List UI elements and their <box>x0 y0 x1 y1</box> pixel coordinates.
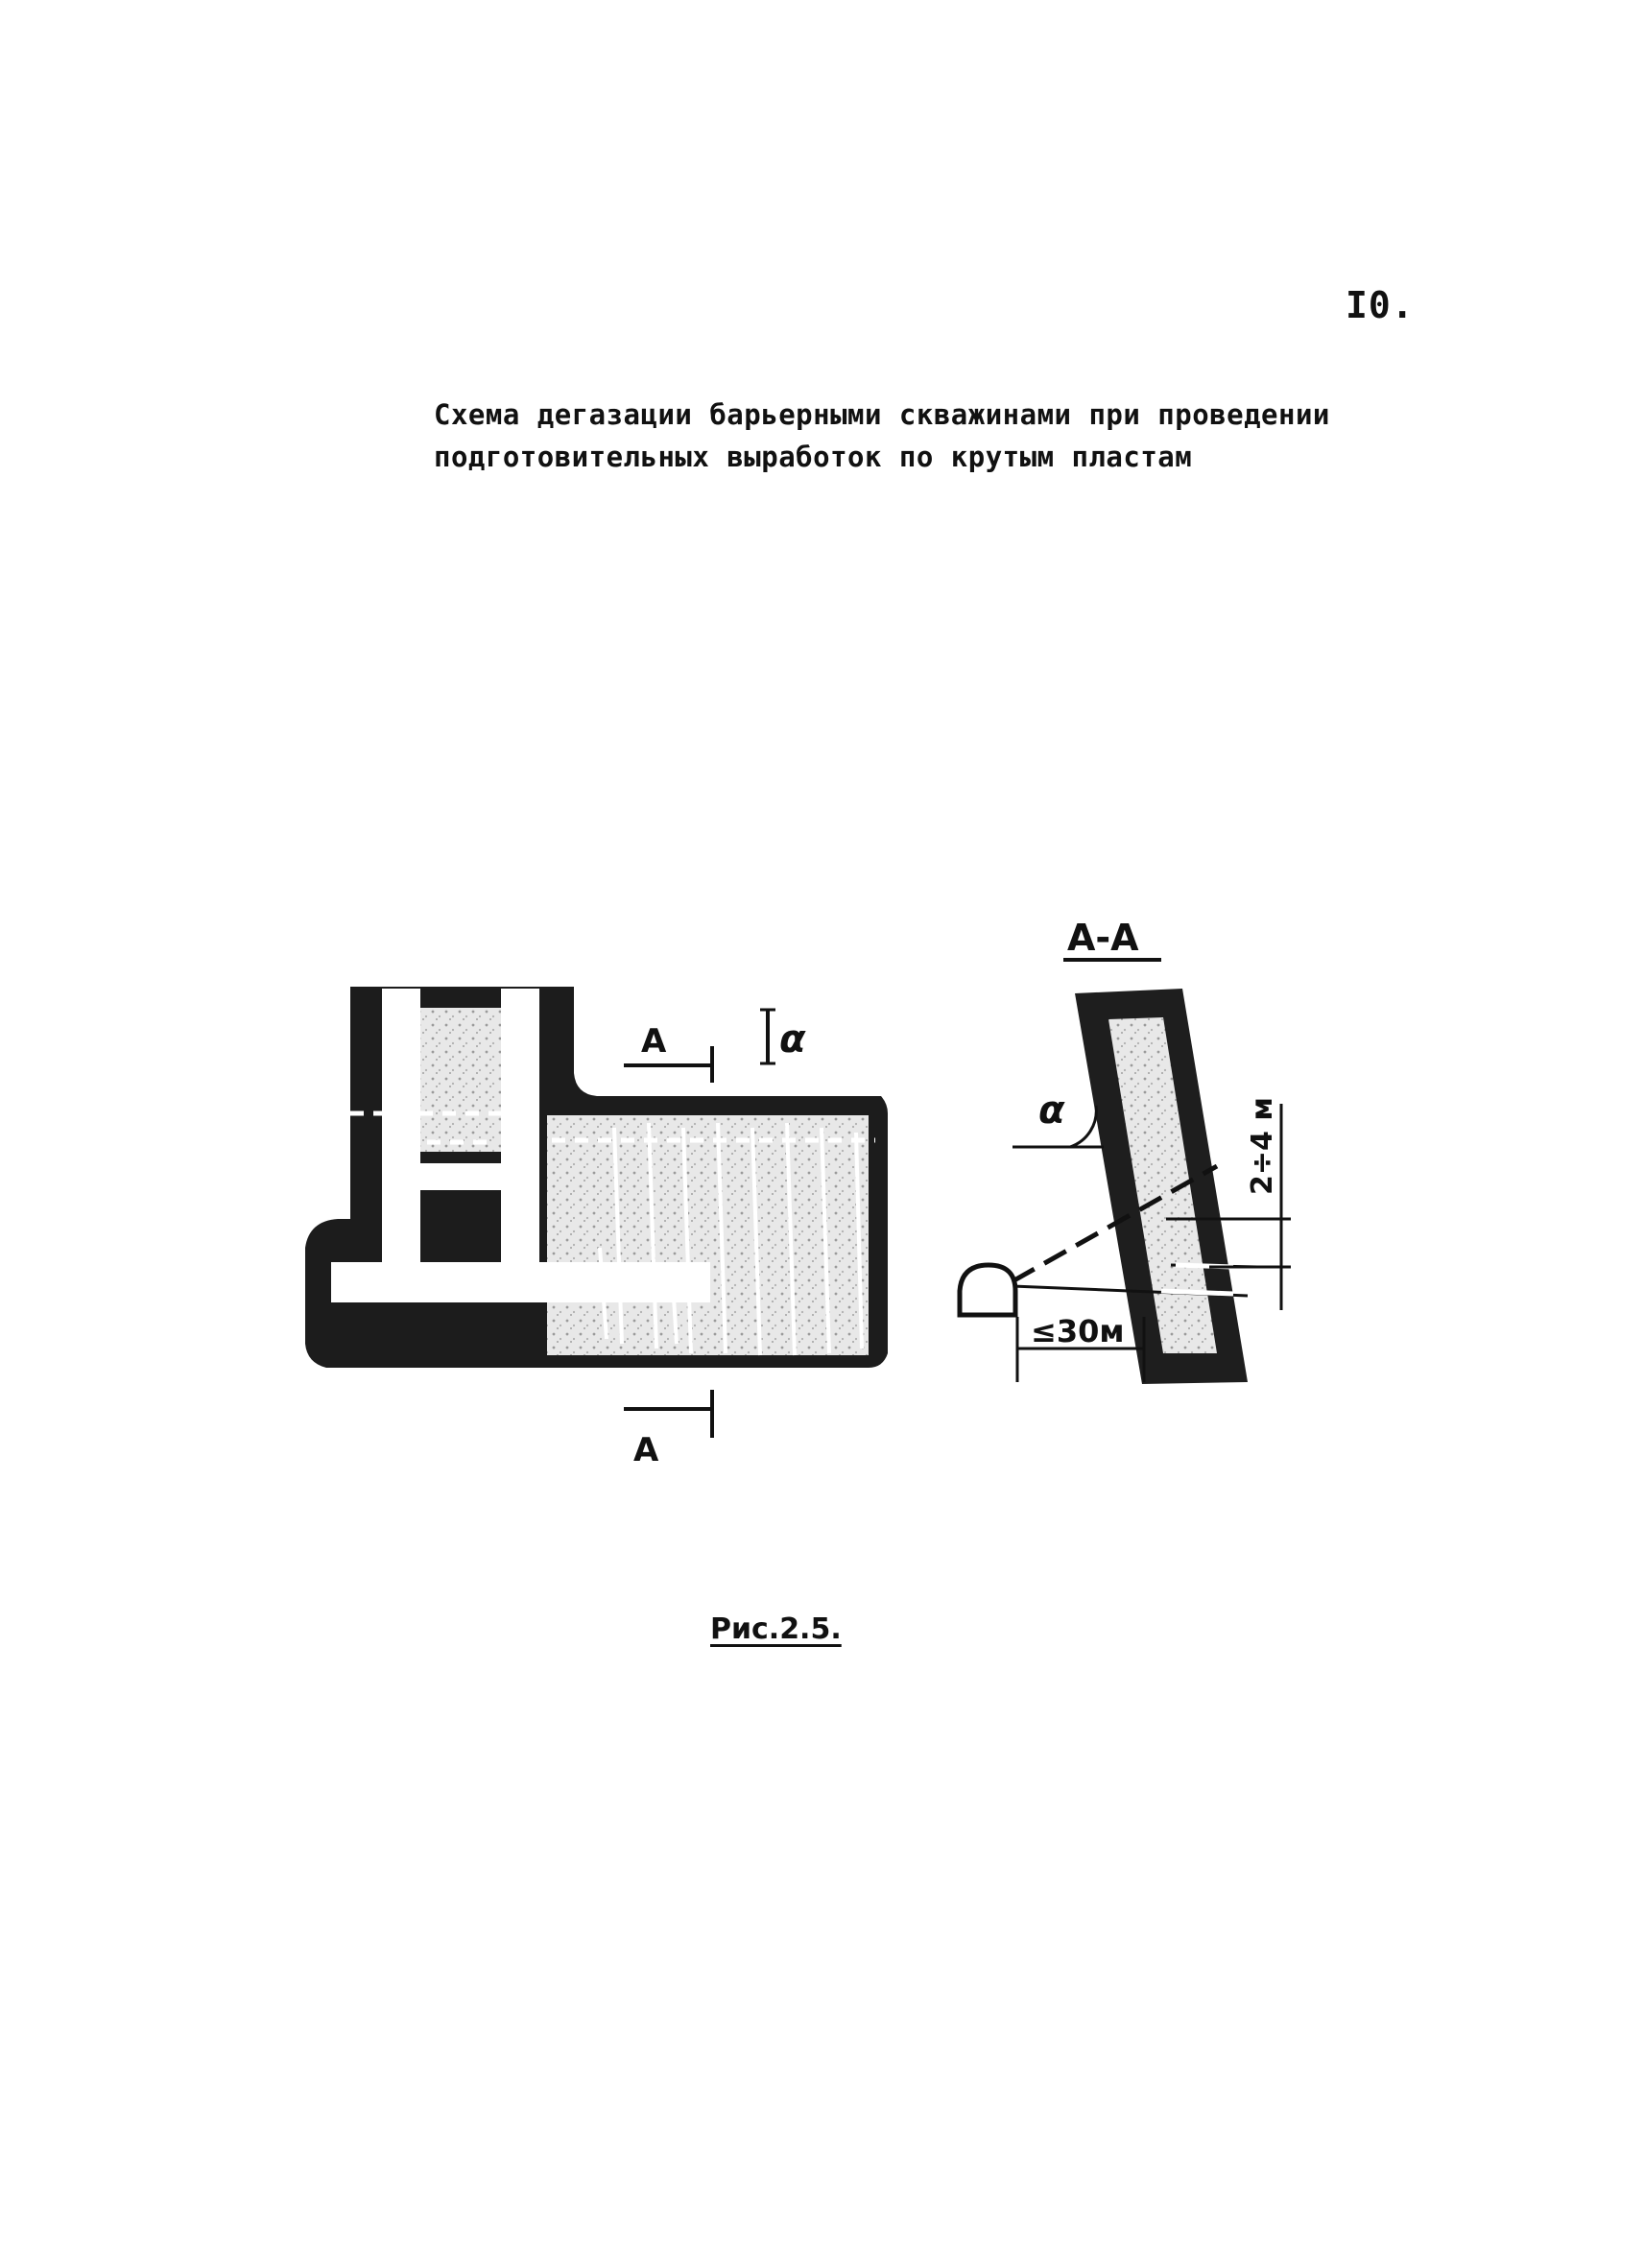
section-mark-top <box>624 1022 712 1083</box>
section-angle-label: α <box>1038 1088 1065 1133</box>
section-mark-bottom-label: А <box>633 1431 659 1469</box>
plan-view <box>305 987 888 1469</box>
plan-cross-working <box>420 1163 501 1190</box>
plan-vertical-working-right <box>501 989 539 1262</box>
plan-angle-label: α <box>779 1017 806 1062</box>
figure-caption: Рис.2.5. <box>710 1612 842 1646</box>
title-line-2: подготовительных выработок по крутым пластам <box>434 441 1193 473</box>
section-mark-top-label: А <box>641 1022 667 1061</box>
page-number: I0. <box>1346 284 1415 326</box>
plan-upper-zone <box>419 1008 501 1152</box>
section-view <box>960 917 1291 1384</box>
plan-vertical-working-left <box>382 989 420 1262</box>
section-mark-bottom <box>624 1390 712 1469</box>
plan-dip-symbol <box>760 1010 806 1063</box>
plan-degassed-zone <box>547 1115 869 1355</box>
section-title: А-А <box>1067 917 1139 959</box>
title-line-1: Схема дегазации барьерными скважинами при проведении <box>434 398 1330 431</box>
distance-label: ≤30м <box>1031 1313 1125 1349</box>
section-gallery <box>960 1265 1015 1315</box>
spacing-label: 2÷4 м <box>1246 1097 1279 1195</box>
